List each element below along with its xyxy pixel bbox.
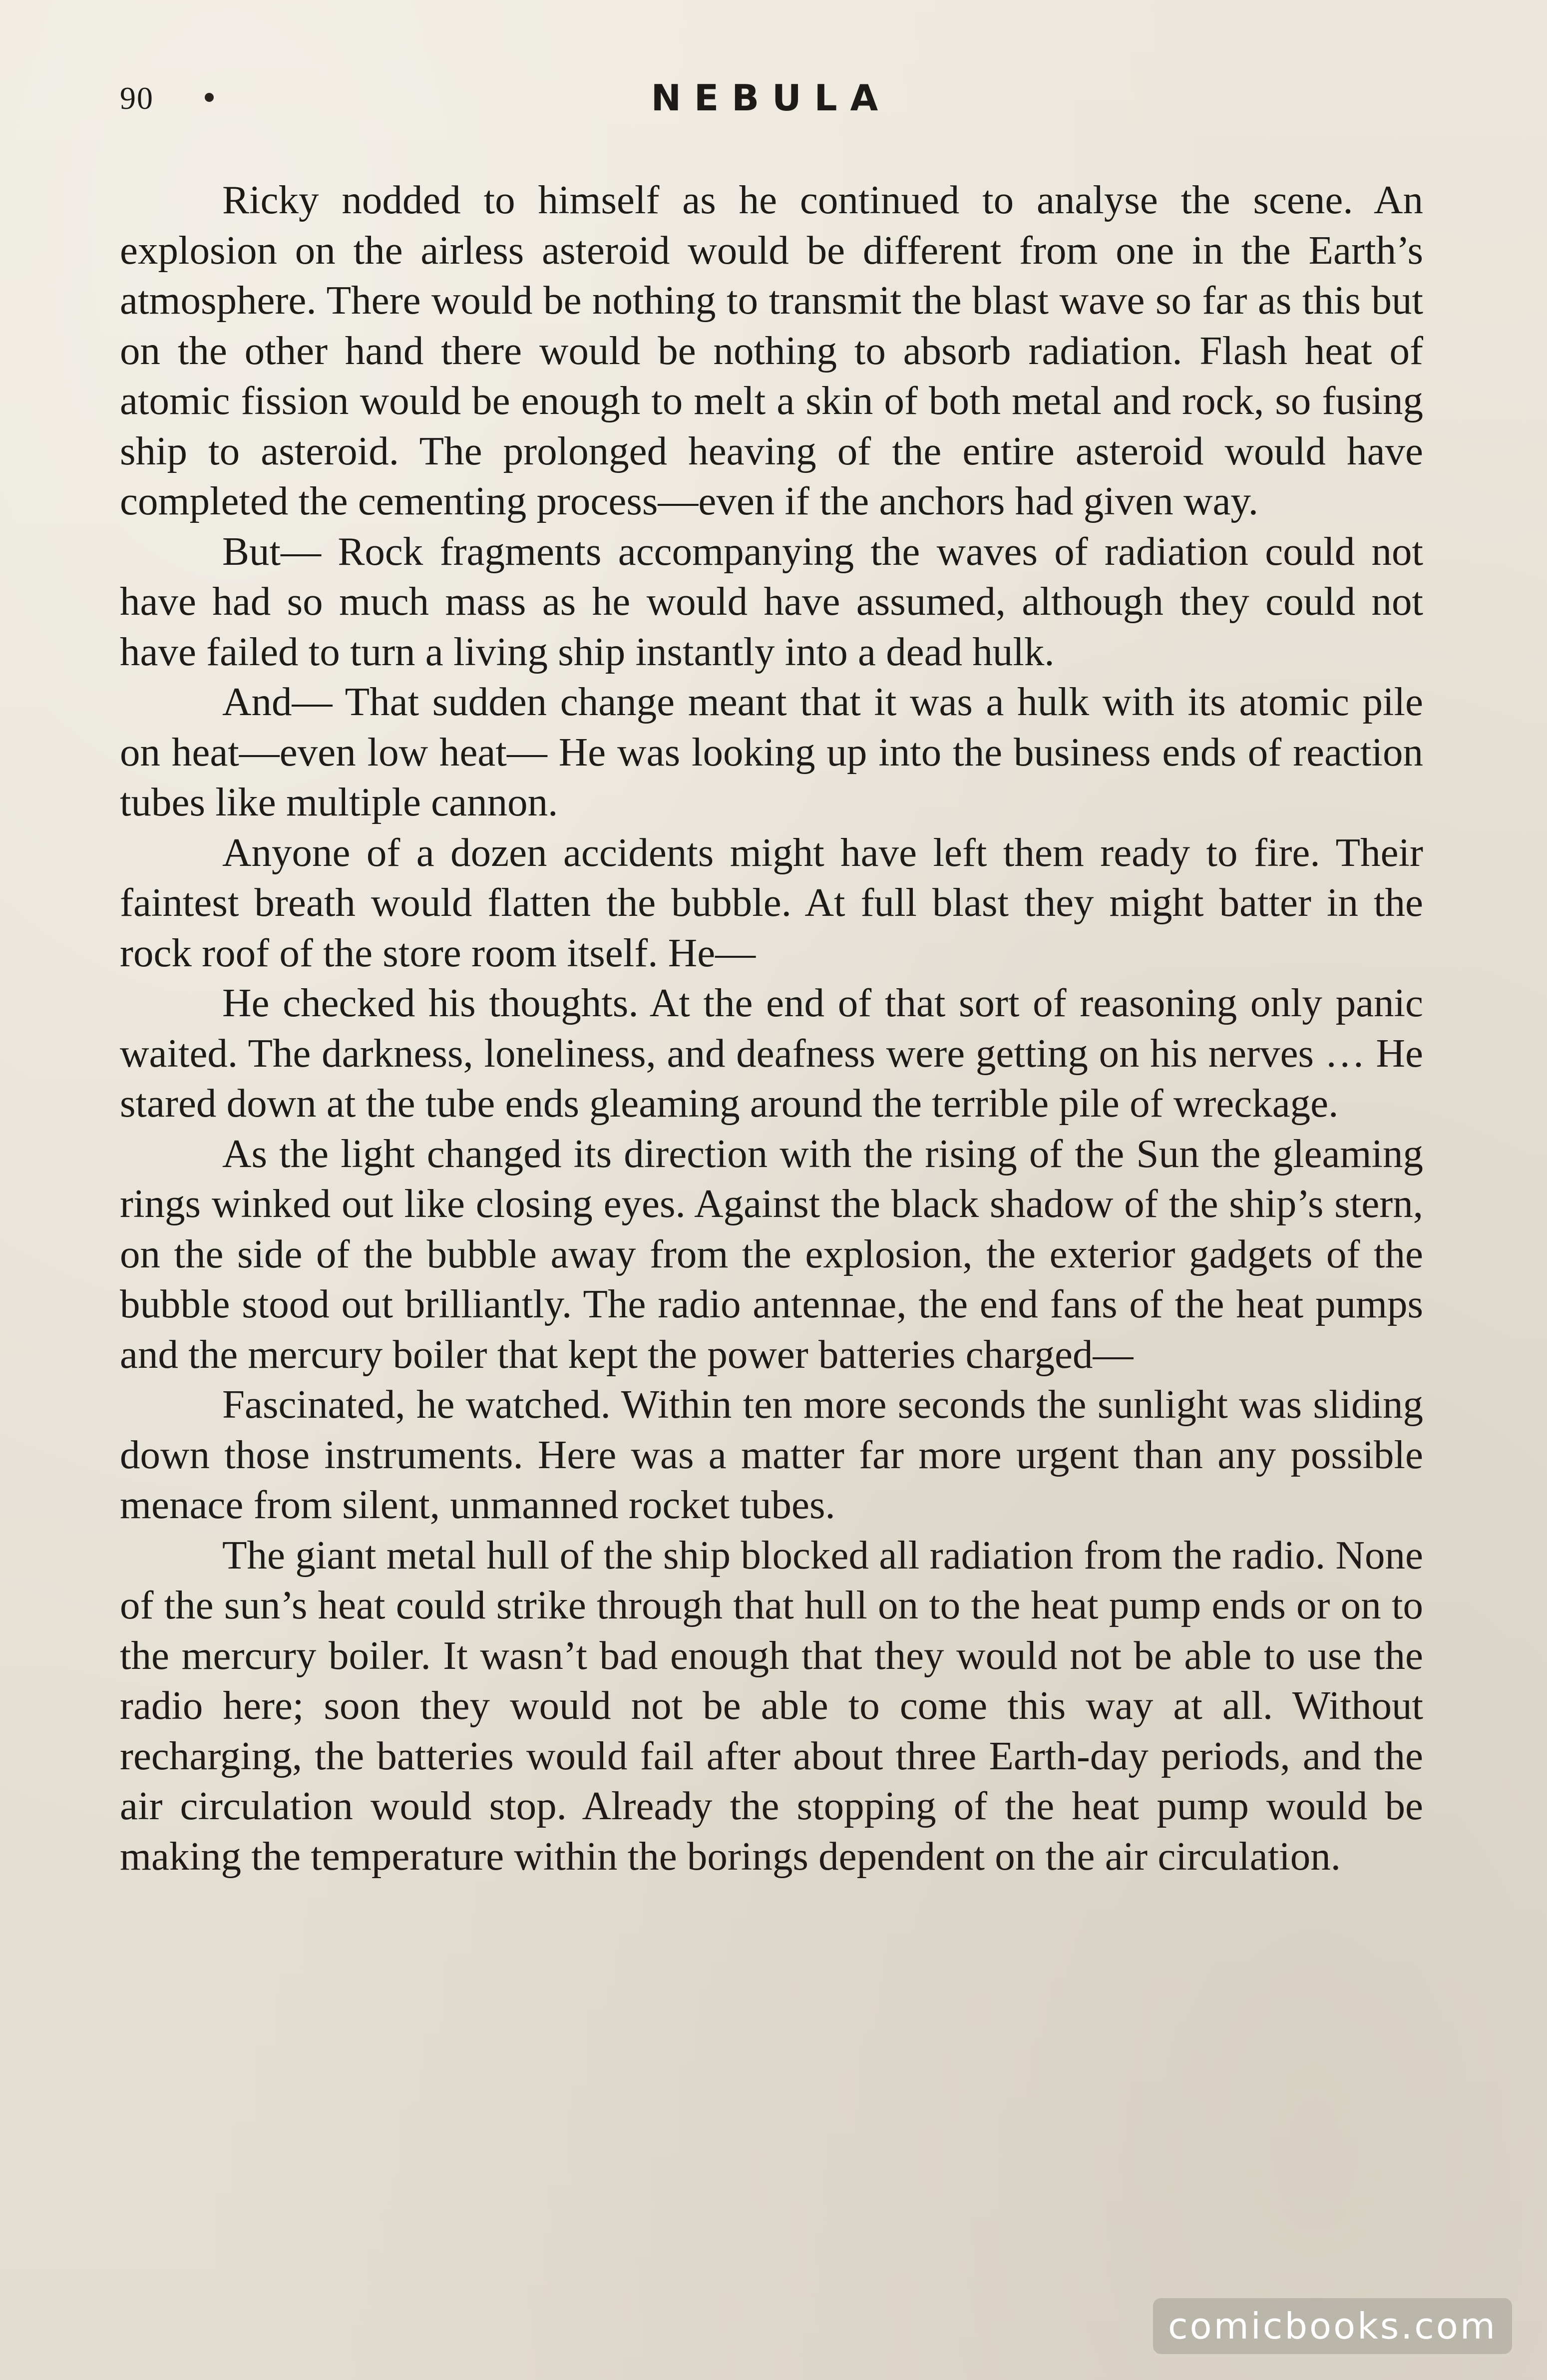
paragraph-1: Ricky nodded to himself as he continued to analyse the scene. An explosion on the airless asteroid would be different from one in the Earth’s atmosphere. There would be nothing to transmit the blast wave so far as this but on the other hand there would be nothing to absorb radiation. Flash heat of atomic fission would be enough to melt a skin of both metal and rock, so fusing ship to asteroid. The prolonged heaving of the entire asteroid would have completed the cementing process—even if the anchors had given way. [120,177,1423,523]
running-head: NEBULA [651,77,891,119]
paragraph-2: But— Rock fragments accompanying the waves of radiation could not have had so much mass as he would have assumed, although they could not have failed to turn a living ship instantly into a dead hulk. [120,528,1423,674]
page-header [120,77,1422,135]
body-text [120,175,1423,1881]
page-number: 90 [120,80,154,116]
paragraph-7: Fascinated, he watched. Within ten more seconds the sunlight was sliding down those instruments. Here was a matter far more urgent than any possible menace from silent, unmanned rocket tubes. [120,1382,1423,1527]
paragraph-4: Anyone of a dozen accidents might have left them ready to fire. Their faintest breath would flatten the bubble. At full blast they might batter in the rock roof of the store room itself. He— [120,829,1423,975]
paragraph-6: As the light changed its direction with the rising of the Sun the gleaming rings winked out like closing eyes. Against the black shadow of the ship’s stern, on the side of the bubble away from the explosion, the exterior gadgets of the bubble stood out brilliantly. The radio antennae, the end fans of the heat pumps and the mercury boiler that kept the power batteries charged— [120,1131,1423,1377]
watermark: comicbooks.com [1153,2298,1512,2354]
paragraph-3: And— That sudden change meant that it was a hulk with its atomic pile on heat—even low heat— He was looking up into the business ends of reaction tubes like multiple cannon. [120,679,1423,824]
paragraph-5: He checked his thoughts. At the end of that sort of reasoning only panic waited. The darkness, loneliness, and deafness were getting on his nerves … He stared down at the tube ends gleaming around the terrible pile of wreckage. [120,980,1423,1126]
paragraph-8: The giant metal hull of the ship blocked all radiation from the radio. None of the sun’s heat could strike through that hull on to the heat pump ends or on to the mercury boiler. It wasn’t bad enough that they would not be able to use the radio here; soon they would not be able to come this way at all. Without recharging, the batteries would fail after about three Earth-day periods, and the air circulation would stop. Already the stopping of the heat pump would be making the temperature within the borings dependent on the air circulation. [120,1532,1423,1879]
